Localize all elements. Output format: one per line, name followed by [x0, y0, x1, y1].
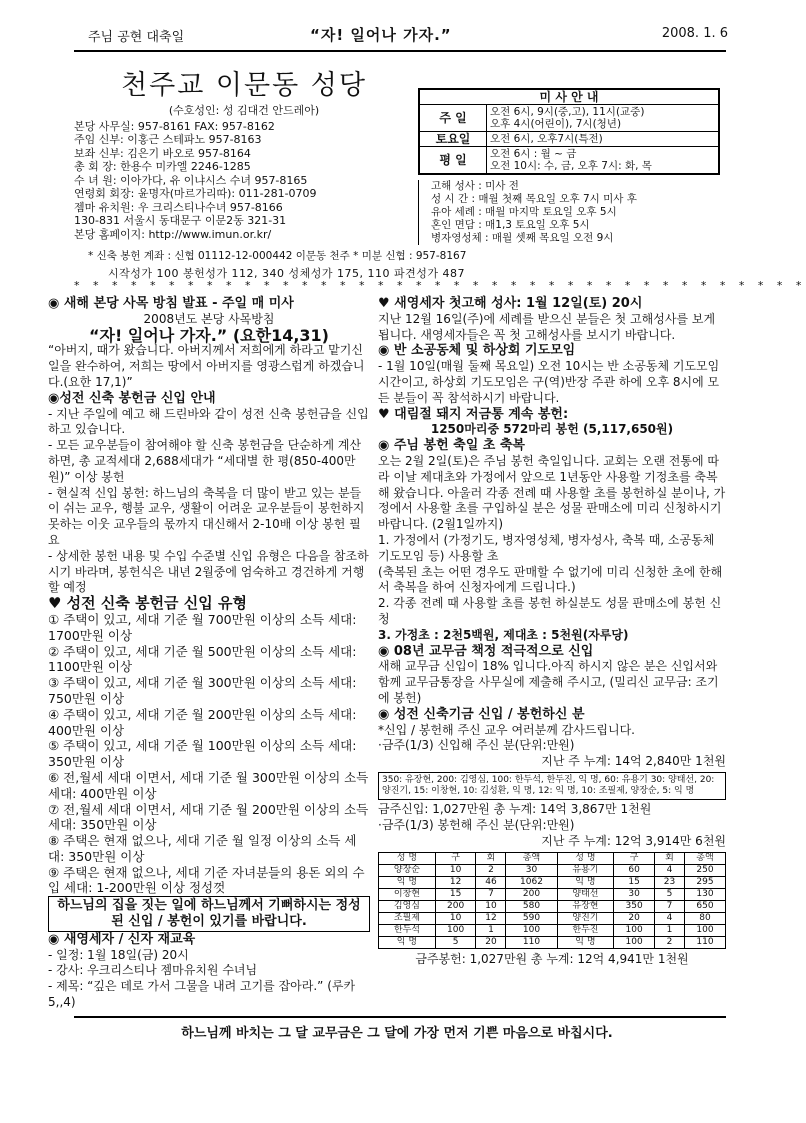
scripture-quote: “아버지, 때가 왔습니다. 아버지께서 저희에게 하라고 맡기신 일을 완수하여, 저희는 땅에서 아버지를 영광스럽게 하겠습니다.(요한 17,1)” — [48, 343, 365, 389]
service-line: 성 시 간 : 매월 첫째 목요일 오후 7시 미사 후 — [431, 193, 637, 205]
table-cell: 5 — [435, 937, 476, 949]
table-cell: 15 — [614, 877, 655, 889]
table-cell: 15 — [435, 889, 476, 901]
table-cell: 익 명 — [379, 877, 436, 889]
section-title: ◉ 새영세자 / 신자 재교육 — [48, 931, 196, 947]
paragraph: ·금주(1/3) 봉헌해 주신 분(단위:만원) — [378, 817, 575, 832]
contact-line: 젬마 유치원: 우 크리스티나수녀 957-8166 — [74, 200, 283, 214]
list-item: ③ 주택이 있고, 세대 기준 월 300만원 이상의 소득 세대: 750만원 이상 — [48, 675, 357, 706]
table-cell: 양진기 — [557, 913, 614, 925]
table-cell: 12 — [435, 877, 476, 889]
section-title: ♥ 성전 신축 봉헌금 신입 유형 — [48, 594, 247, 613]
table-header-row — [379, 853, 726, 865]
paragraph: - 제목: “깊은 데로 가서 그물을 내려 고기를 잡아라.” (루카5,,4) — [48, 979, 356, 1010]
paragraph: - 강사: 우크리스티나 젬마유치원 수녀님 — [48, 963, 258, 978]
table-cell: 1 — [476, 925, 506, 937]
section-subtitle: 2008년도 본당 사목방침 — [143, 311, 275, 326]
candle-prices: 3. 가정초 : 2천5백원, 제대초 : 5천원(자루당) — [378, 627, 629, 642]
list-item: ⑤ 주택이 있고, 세대 기준 월 100만원 이상의 소득 세대: 350만원 이상 — [48, 738, 357, 770]
table-cell: 200 — [435, 901, 476, 913]
contact-line: 주임 신부: 이홍근 스테파노 957-8163 — [74, 133, 262, 146]
table-row — [379, 877, 726, 889]
table-cell: 한두진 — [557, 925, 614, 937]
paragraph: 2. 각종 전례 때 사용할 초를 봉헌 하실분도 성물 판매소에 봉헌 신청 — [378, 596, 722, 626]
table-cell: 4 — [654, 865, 684, 877]
table-cell: 30 — [506, 865, 557, 877]
sunday-times: 오전 6시, 9시(중,고), 11시(교중) — [490, 106, 645, 118]
table-cell: 12 — [476, 913, 506, 925]
list-item: ⑧ 주택은 현재 없으나, 세대 기준 월 일정 이상의 소득 세대: 350만원 이상 — [48, 833, 357, 864]
table-cell: 익 명 — [557, 877, 614, 889]
sacrament-schedule — [418, 180, 719, 245]
patron-saint: (수호성인: 성 김대건 안드레아) — [168, 104, 320, 117]
table-cell: 10 — [476, 901, 506, 913]
weekly-total: 금주봉헌: 1,027만원 총 누계: 12억 4,941만 1천원 — [415, 952, 689, 967]
issue-date: 2008. 1. 6 — [661, 26, 728, 41]
feast-day: 주님 공현 대축일 — [88, 30, 185, 45]
table-cell: 30 — [614, 889, 655, 901]
table-row — [379, 865, 726, 877]
table-cell: 100 — [614, 925, 655, 937]
page-header — [88, 24, 728, 46]
table-cell: 46 — [476, 877, 506, 889]
table-row — [379, 901, 726, 913]
table-row — [379, 913, 726, 925]
table-cell: 250 — [684, 865, 725, 877]
section-title: ♥ 새영세자 첫고해 성사: 1월 12일(토) 20시 — [378, 296, 643, 311]
section-title: ♥ 대림절 돼지 저금통 계속 봉헌: — [378, 406, 569, 422]
section-title: ◉ 08년 교무금 책정 적극적으로 신입 — [378, 643, 594, 659]
table-row — [379, 937, 726, 949]
table-cell: 김영심 — [379, 901, 436, 913]
list-item: ① 주택이 있고, 세대 기준 월 700만원 이상의 소득 세대: 1700만원 이상 — [48, 611, 357, 643]
table-cell: 7 — [476, 889, 506, 901]
weekday-times: 오전 10시: 수, 금, 오후 7시: 화, 목 — [490, 160, 652, 172]
contact-line: 연령회 회장: 윤명자(마르가리따): 011-281-0709 — [74, 187, 317, 200]
section-title: ◉ 성전 신축기금 신입 / 봉헌하신 분 — [378, 706, 585, 722]
table-body — [379, 865, 726, 949]
table-cell: 익 명 — [379, 937, 436, 949]
section-title: ◉ 반 소공동체 및 하상회 기도모임 — [378, 343, 576, 359]
paragraph: 지난 12월 16일(주)에 세례를 받으신 분들은 첫 고해성사를 보게 됩니다. 새영세자들은 꼭 첫 고해성사를 보시기 바랍니다. — [378, 311, 716, 342]
saturday-times: 오전 6시, 오후7시(특전) — [487, 132, 719, 147]
weekday-times: 오전 6시 : 월 ~ 금 — [490, 148, 577, 160]
column-header: 총액 — [684, 853, 725, 865]
table-cell: 100 — [614, 937, 655, 949]
list-item: ⑨ 주택은 현재 없으나, 세대 기준 자녀분들의 용돈 외의 수입 세대: 1-200만원 이상 정성껏 — [48, 864, 365, 896]
donation-account: * 신축 봉헌 계좌 : 신협 01112-12-000442 이문동 천주 * 미분 신협 : 957-8167 — [88, 250, 467, 262]
section-title: ◉ 주님 봉헌 축일 초 축복 — [378, 438, 525, 454]
column-header: 성 명 — [379, 853, 436, 865]
weekday-label: 평 일 — [420, 147, 487, 174]
table-cell: 10 — [435, 913, 476, 925]
left-column — [48, 296, 370, 1011]
divider — [74, 1016, 726, 1018]
service-line: 혼인 면담 : 매1,3 토요일 오후 5시 — [431, 219, 590, 231]
closing-message: 하느님의 집을 짓는 일에 하느님께서 기뻐하시는 정성된 신입 / 봉헌이 있기를 바랍니다. — [48, 896, 370, 932]
table-cell: 110 — [684, 937, 725, 949]
table-cell: 10 — [435, 865, 476, 877]
column-header: 구 — [614, 853, 655, 865]
right-column — [378, 296, 726, 968]
paragraph: - 모든 교우분들이 참여해야 할 신축 봉헌금을 단순하게 계산하면, 총 교적세대 2,688세대가 “세대별 한 평(850-400만원)” 이상 봉헌 — [48, 438, 362, 484]
contact-line: 130-831 서울시 동대문구 이문2동 321-31 — [74, 214, 287, 227]
table-cell: 7 — [654, 901, 684, 913]
mass-title: 미 사 안 내 — [420, 90, 719, 105]
table-cell: 23 — [654, 877, 684, 889]
table-cell: 100 — [435, 925, 476, 937]
paragraph: 새해 교무금 신입이 18% 입니다.아직 하시지 않은 분은 신입서와 함께 교무금통장을 사무실에 제출해 주시고, (밀리신 교무금: 조기에 봉헌) — [378, 659, 719, 705]
paragraph: 1. 가정에서 (가정기도, 병자영성체, 병자성사, 축복 때, 소공동체 기도모임 등) 사용할 초 — [378, 532, 715, 563]
paragraph: (축복된 초는 어떤 경우도 판매할 수 없기에 미리 신청한 초에 한해서 축복을 하여 신청자에게 드립니다.) — [378, 564, 723, 595]
table-cell: 650 — [684, 901, 725, 913]
star-divider: * * * * * * * * * * * * * * * * * * * * * * * * * * * * * * * * * * * * * * * — [74, 279, 806, 292]
table-cell: 350 — [614, 901, 655, 913]
paragraph: 오는 2월 2일(토)은 주님 봉헌 축일입니다. 교회는 오랜 전통에 따라 이날 제대초와 가정에서 앞으로 1년동안 사용할 기정초를 축복해 왔습니다. 아울러 각종 전례 때 사용할 초를 봉헌하실 분이나, 가정에서 사용할 초를 구입하실 분은 성물 판매소에 미리 신청하시기 바랍니다. (2월1일까지) — [378, 453, 726, 532]
paragraph: - 현실적 신입 봉헌: 하느님의 축복을 더 많이 받고 있는 분들이 쉬는 교우, 행불 교우, 생활이 어려운 교우분들이 봉헌하지 못하는 이웃 교우들의 몫까지 대신해서 2-10배 이상 봉헌 필요 — [48, 485, 365, 547]
table-cell: 1062 — [506, 877, 557, 889]
church-name: 천주교 이문동 성당 — [121, 70, 367, 101]
column-header: 회 — [654, 853, 684, 865]
footer-message: 하느님께 바치는 그 달 교무금은 그 달에 가장 먼저 기쁜 마음으로 바칩시다. — [181, 1026, 613, 1041]
homepage-link[interactable]: 본당 홈페이지: http://www.imun.or.kr/ — [74, 227, 272, 241]
saturday-label: 토요일 — [420, 132, 487, 147]
table-row — [379, 889, 726, 901]
service-line: 병자영성체 : 매월 셋째 목요일 오전 9시 — [431, 232, 614, 244]
pastoral-theme: “자! 일어나 가자.” (요한14,31) — [89, 325, 329, 345]
contact-line: 총 회 장: 한용수 미카엘 2246-1285 — [74, 160, 251, 173]
paragraph: - 지난 주일에 예고 해 드린바와 같이 성전 신축 봉헌금을 신입 하고 있습니다. — [48, 406, 369, 437]
table-cell: 110 — [506, 937, 557, 949]
list-item: ④ 주택이 있고, 세대 기준 월 200만원 이상의 소득 세대: 400만원 이상 — [48, 706, 357, 738]
paragraph: *신입 / 봉헌해 주신 교우 여러분께 감사드립니다. — [378, 722, 635, 737]
table-cell: 580 — [506, 901, 557, 913]
table-cell: 2 — [476, 865, 506, 877]
section-title: ◉ 새해 본당 사목 방침 발표 - 주일 매 미사 — [48, 296, 294, 311]
table-cell: 양장순 — [379, 865, 436, 877]
list-item: ⑦ 전,월세 세대 이면서, 세대 기준 월 200만원 이상의 소득 세대: 350만원 이상 — [48, 801, 369, 833]
table-cell: 100 — [506, 925, 557, 937]
cumulative-total: 지난 주 누계: 12억 3,914만 6천원 — [541, 833, 726, 848]
column-header: 회 — [476, 853, 506, 865]
paragraph: - 상세한 봉헌 내용 및 수입 수준별 신입 유형은 다음을 참조하시기 바라며, 봉헌식은 내년 2월중에 엄숙하고 경건하게 거행할 예정 — [48, 548, 369, 595]
table-row — [379, 925, 726, 937]
table-cell: 295 — [684, 877, 725, 889]
column-header: 구 — [435, 853, 476, 865]
column-header: 총액 — [506, 853, 557, 865]
sunday-times: 오후 4시(어린이), 7시(청년) — [490, 118, 622, 130]
table-cell: 양태선 — [557, 889, 614, 901]
table-cell: 조필제 — [379, 913, 436, 925]
piggybank-total: 1250마리중 572마리 봉헌 (5,117,650원) — [430, 422, 674, 437]
table-cell: 유장현 — [557, 901, 614, 913]
table-cell: 5 — [654, 889, 684, 901]
donor-names: 350: 유장현, 200: 김영심, 100: 한두석, 한두진, 익 명, 60: 유용기 30: 양태선, 20: 양진기, 15: 이창현, 10: 김성환, 익 명, 12: 익 명, 10: 조필제, 양장순, 5: 익 명 — [378, 772, 726, 800]
table-cell: 1 — [654, 925, 684, 937]
divider — [74, 50, 726, 52]
section-title: ◉성전 신축 봉헌금 신입 안내 — [48, 390, 216, 406]
mass-schedule — [418, 88, 720, 175]
table-cell: 20 — [476, 937, 506, 949]
table-cell: 유용기 — [557, 865, 614, 877]
paragraph: ·금주(1/3) 신입해 주신 분(단위:만원) — [378, 738, 575, 753]
weekly-total: 금주신입: 1,027만원 총 누계: 14억 3,867만 1천원 — [378, 801, 652, 816]
table-cell: 2 — [654, 937, 684, 949]
donation-table — [378, 852, 726, 949]
table-cell: 590 — [506, 913, 557, 925]
service-line: 고해 성사 : 미사 전 — [431, 180, 519, 192]
table-cell: 130 — [684, 889, 725, 901]
contact-line: 수 녀 원: 이아가다, 유 이냐시스 수녀 957-8165 — [74, 173, 308, 187]
paragraph: - 일정: 1월 18일(금) 20시 — [48, 947, 189, 962]
table-cell: 80 — [684, 913, 725, 925]
list-item: ② 주택이 있고, 세대 기준 월 500만원 이상의 소득 세대: 1100만원 이상 — [48, 643, 357, 675]
table-cell: 이창현 — [379, 889, 436, 901]
hymn-numbers: 시작성가 100 봉헌성가 112, 340 성체성가 175, 110 파견성가 487 — [108, 267, 465, 280]
contact-line: 보좌 신부: 김은기 바오로 957-8164 — [74, 146, 251, 160]
page-motto: “자! 일어나 가자.” — [310, 26, 452, 44]
table-cell: 200 — [506, 889, 557, 901]
cumulative-total: 지난 주 누계: 14억 2,840만 1천원 — [541, 754, 726, 769]
table-cell: 익 명 — [557, 937, 614, 949]
service-line: 유아 세례 : 매월 마지막 토요일 오후 5시 — [431, 206, 617, 218]
column-header: 성 명 — [557, 853, 614, 865]
table-cell: 60 — [614, 865, 655, 877]
table-cell: 100 — [684, 925, 725, 937]
table-cell: 4 — [654, 913, 684, 925]
list-item: ⑥ 전,월세 세대 이면서, 세대 기준 월 300만원 이상의 소득 세대: 400만원 이상 — [48, 769, 369, 801]
sunday-label: 주 일 — [420, 105, 487, 132]
paragraph: - 1월 10일(매월 둘째 목요일) 오전 10시는 반 소공동체 기도모임 시간이고, 하상회 기도모임은 구(역)반장 주관 하에 오후 8시에 모든 분들이 꼭 참석하시기 바랍니다. — [378, 359, 720, 405]
table-cell: 20 — [614, 913, 655, 925]
table-cell: 한두석 — [379, 925, 436, 937]
contact-line: 본당 사무실: 957-8161 FAX: 957-8162 — [74, 119, 275, 133]
